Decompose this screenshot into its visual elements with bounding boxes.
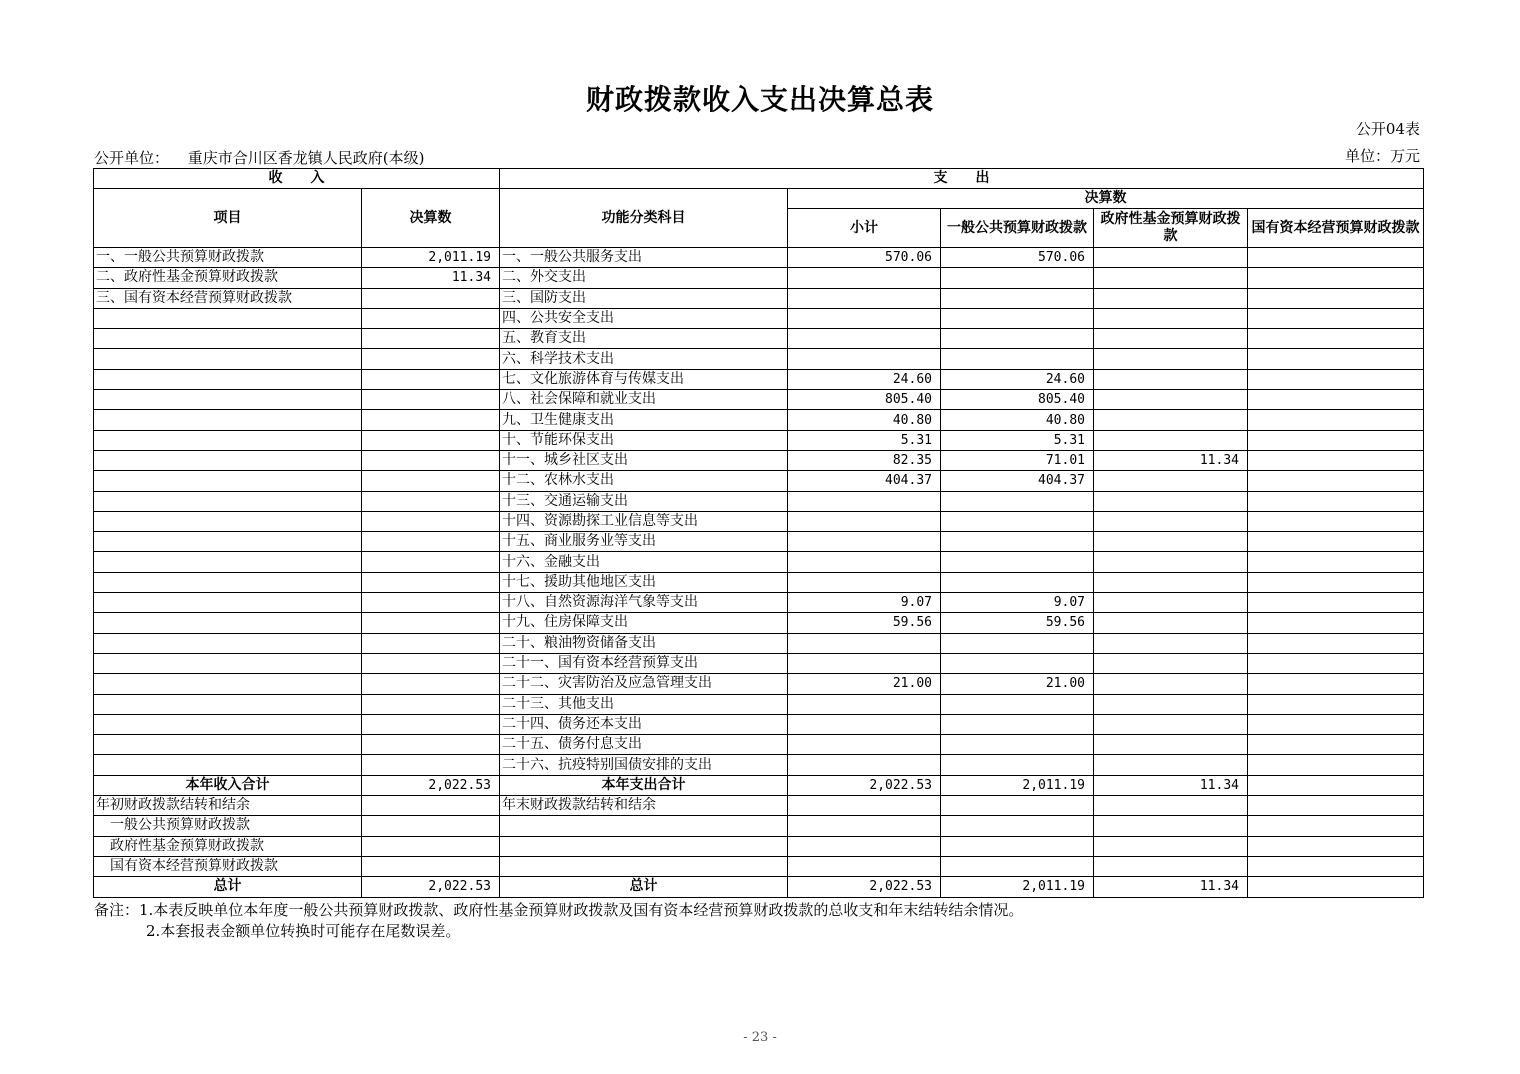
income-item-cell: [94, 329, 362, 349]
gov-fund-cell: [1094, 329, 1248, 349]
table-row: [94, 694, 1424, 714]
category-cell: 二十四、债务还本支出: [500, 714, 788, 734]
general-budget-cell: [941, 349, 1094, 369]
state-capital-cell: [1248, 653, 1424, 673]
item-header: 项目: [94, 189, 362, 248]
table-row: [94, 735, 1424, 755]
table-row: [94, 491, 1424, 511]
subtotal-cell: 21.00: [788, 674, 941, 694]
general-budget-cell: 570.06: [941, 248, 1094, 268]
category-cell: 一、一般公共服务支出: [500, 248, 788, 268]
income-item-cell: [94, 653, 362, 673]
income-item-cell: [94, 410, 362, 430]
expense-header: 支 出: [500, 169, 1424, 189]
income-amount-cell: [362, 532, 500, 552]
income-item-cell: [94, 308, 362, 328]
state-capital-cell: [1248, 369, 1424, 389]
gov-fund-cell: [1094, 511, 1248, 531]
table-row: [94, 329, 1424, 349]
income-amount-cell: [362, 694, 500, 714]
carry-income-item: 年初财政拨款结转和结余: [94, 796, 362, 816]
general-budget-cell: [941, 511, 1094, 531]
table-row: [94, 288, 1424, 308]
carry-category: [500, 816, 788, 836]
notes: [94, 900, 1023, 942]
income-amount-cell: [362, 593, 500, 613]
expense-total-capital: [1248, 775, 1424, 795]
table-row: [94, 308, 1424, 328]
func-category-header: 功能分类科目: [500, 189, 788, 248]
general-budget-cell: [941, 532, 1094, 552]
gov-fund-cell: [1094, 572, 1248, 592]
subtotal-cell: 59.56: [788, 613, 941, 633]
category-cell: 十五、商业服务业等支出: [500, 532, 788, 552]
subtotal-cell: [788, 532, 941, 552]
category-cell: 十四、资源勘探工业信息等支出: [500, 511, 788, 531]
grand-total-label-right: 总计: [500, 877, 788, 897]
category-cell: 十一、城乡社区支出: [500, 450, 788, 470]
subtotal-cell: [788, 755, 941, 775]
subtotal-cell: 40.80: [788, 410, 941, 430]
income-header: 收 入: [94, 169, 500, 189]
carry-over-rows: [94, 796, 1424, 877]
category-cell: 二十二、灾害防治及应急管理支出: [500, 674, 788, 694]
finance-table: [93, 168, 1424, 898]
carry-value-cell: [941, 856, 1094, 876]
income-amount-cell: [362, 674, 500, 694]
final-group-header: 决算数: [788, 189, 1424, 209]
category-cell: 九、卫生健康支出: [500, 410, 788, 430]
state-capital-cell: [1248, 390, 1424, 410]
income-item-cell: 三、国有资本经营预算财政拨款: [94, 288, 362, 308]
general-budget-cell: [941, 288, 1094, 308]
table-row: [94, 755, 1424, 775]
gov-fund-cell: [1094, 735, 1248, 755]
carry-row: [94, 816, 1424, 836]
general-budget-cell: [941, 572, 1094, 592]
carry-value-cell: [362, 836, 500, 856]
table-row: [94, 653, 1424, 673]
grand-total-fund: 11.34: [1094, 877, 1248, 897]
subtotal-cell: [788, 735, 941, 755]
state-capital-cell: [1248, 593, 1424, 613]
state-capital-cell: [1248, 674, 1424, 694]
gov-fund-cell: [1094, 532, 1248, 552]
grand-total-income: 2,022.53: [362, 877, 500, 897]
carry-value-cell: [788, 796, 941, 816]
carry-value-cell: [788, 816, 941, 836]
income-item-cell: [94, 511, 362, 531]
category-cell: 七、文化旅游体育与传媒支出: [500, 369, 788, 389]
income-amount-cell: [362, 430, 500, 450]
general-budget-cell: [941, 268, 1094, 288]
table-row: [94, 410, 1424, 430]
state-capital-cell: [1248, 410, 1424, 430]
table-row: [94, 248, 1424, 268]
table-row: [94, 613, 1424, 633]
income-amount-cell: [362, 714, 500, 734]
subtotal-cell: [788, 714, 941, 734]
subtotal-cell: 9.07: [788, 593, 941, 613]
gov-fund-cell: [1094, 755, 1248, 775]
expense-total-subtotal: 2,022.53: [788, 775, 941, 795]
gov-fund-cell: [1094, 593, 1248, 613]
subtotal-cell: [788, 491, 941, 511]
income-item-cell: [94, 450, 362, 470]
category-cell: 四、公共安全支出: [500, 308, 788, 328]
income-amount-cell: [362, 491, 500, 511]
subtotal-cell: [788, 268, 941, 288]
income-amount-cell: 11.34: [362, 268, 500, 288]
grand-total-capital: [1248, 877, 1424, 897]
income-total-label: 本年收入合计: [94, 775, 362, 795]
carry-value-cell: [1094, 816, 1248, 836]
table-row: [94, 633, 1424, 653]
general-budget-cell: 805.40: [941, 390, 1094, 410]
subtotal-cell: 5.31: [788, 430, 941, 450]
table-row: [94, 532, 1424, 552]
carry-row: [94, 836, 1424, 856]
carry-value-cell: [788, 856, 941, 876]
table-row: [94, 714, 1424, 734]
table-row: [94, 511, 1424, 531]
state-capital-cell: [1248, 714, 1424, 734]
income-amount-cell: [362, 308, 500, 328]
category-cell: 十六、金融支出: [500, 552, 788, 572]
table-row: [94, 268, 1424, 288]
state-capital-cell: [1248, 450, 1424, 470]
final-amount-header: 决算数: [362, 189, 500, 248]
income-item-cell: [94, 390, 362, 410]
table-row: [94, 552, 1424, 572]
carry-income-item: 政府性基金预算财政拨款: [94, 836, 362, 856]
gov-fund-cell: [1094, 369, 1248, 389]
carry-category: 年末财政拨款结转和结余: [500, 796, 788, 816]
note-2: 2.本套报表金额单位转换时可能存在尾数误差。: [146, 922, 461, 940]
general-budget-cell: [941, 694, 1094, 714]
page-number: - 23 -: [743, 1030, 777, 1045]
income-amount-cell: [362, 369, 500, 389]
state-capital-cell: [1248, 552, 1424, 572]
gov-fund-cell: [1094, 674, 1248, 694]
grand-total-subtotal: 2,022.53: [788, 877, 941, 897]
carry-value-cell: [1248, 796, 1424, 816]
gov-fund-cell: [1094, 268, 1248, 288]
grand-total-general: 2,011.19: [941, 877, 1094, 897]
carry-value-cell: [1248, 856, 1424, 876]
subtotal-cell: 570.06: [788, 248, 941, 268]
general-budget-cell: [941, 714, 1094, 734]
income-amount-cell: [362, 329, 500, 349]
subtotal-cell: [788, 552, 941, 572]
gov-fund-cell: [1094, 410, 1248, 430]
general-budget-cell: 40.80: [941, 410, 1094, 430]
state-capital-cell: [1248, 633, 1424, 653]
category-cell: 二、外交支出: [500, 268, 788, 288]
state-capital-cell: [1248, 430, 1424, 450]
category-cell: 六、科学技术支出: [500, 349, 788, 369]
state-capital-cell: [1248, 532, 1424, 552]
category-cell: 五、教育支出: [500, 329, 788, 349]
gov-fund-cell: [1094, 349, 1248, 369]
table-row: [94, 471, 1424, 491]
state-capital-cell: [1248, 268, 1424, 288]
carry-value-cell: [941, 796, 1094, 816]
income-amount-cell: [362, 349, 500, 369]
general-budget-cell: 71.01: [941, 450, 1094, 470]
general-budget-cell: [941, 755, 1094, 775]
subtotal-cell: [788, 288, 941, 308]
state-capital-cell: [1248, 308, 1424, 328]
gov-fund-cell: [1094, 552, 1248, 572]
income-item-cell: [94, 735, 362, 755]
income-amount-cell: 2,011.19: [362, 248, 500, 268]
subtotal-cell: [788, 694, 941, 714]
general-budget-cell: 404.37: [941, 471, 1094, 491]
state-capital-cell: [1248, 288, 1424, 308]
carry-value-cell: [1094, 856, 1248, 876]
general-budget-cell: [941, 491, 1094, 511]
gov-fund-cell: [1094, 653, 1248, 673]
org-line: [94, 147, 425, 168]
state-capital-cell: [1248, 694, 1424, 714]
general-budget-cell: 21.00: [941, 674, 1094, 694]
income-amount-cell: [362, 511, 500, 531]
expense-total-label: 本年支出合计: [500, 775, 788, 795]
income-item-cell: [94, 471, 362, 491]
income-amount-cell: [362, 390, 500, 410]
income-item-cell: [94, 430, 362, 450]
subtotal-cell: 805.40: [788, 390, 941, 410]
state-capital-cell: [1248, 349, 1424, 369]
general-budget-cell: 5.31: [941, 430, 1094, 450]
category-cell: 十三、交通运输支出: [500, 491, 788, 511]
general-budget-cell: [941, 552, 1094, 572]
expense-total-general: 2,011.19: [941, 775, 1094, 795]
income-amount-cell: [362, 755, 500, 775]
category-cell: 二十六、抗疫特别国债安排的支出: [500, 755, 788, 775]
gov-fund-cell: [1094, 714, 1248, 734]
table-row: [94, 430, 1424, 450]
gov-fund-cell: [1094, 430, 1248, 450]
income-amount-cell: [362, 288, 500, 308]
category-cell: 二十一、国有资本经营预算支出: [500, 653, 788, 673]
state-capital-cell: [1248, 735, 1424, 755]
subtotal-cell: 404.37: [788, 471, 941, 491]
income-item-cell: [94, 755, 362, 775]
general-budget-cell: 59.56: [941, 613, 1094, 633]
general-budget-cell: [941, 308, 1094, 328]
state-capital-cell: [1248, 613, 1424, 633]
income-item-cell: [94, 349, 362, 369]
subtotal-cell: [788, 329, 941, 349]
income-item-cell: [94, 532, 362, 552]
unit-label: 单位：万元: [1344, 147, 1420, 165]
income-item-cell: [94, 593, 362, 613]
subtotal-cell: [788, 511, 941, 531]
category-cell: 十八、自然资源海洋气象等支出: [500, 593, 788, 613]
category-cell: 二十三、其他支出: [500, 694, 788, 714]
income-amount-cell: [362, 572, 500, 592]
income-item-cell: 一、一般公共预算财政拨款: [94, 248, 362, 268]
carry-value-cell: [788, 836, 941, 856]
general-budget-cell: 24.60: [941, 369, 1094, 389]
gov-fund-cell: [1094, 471, 1248, 491]
org-label: 公开单位：: [94, 149, 170, 167]
carry-income-item: 一般公共预算财政拨款: [94, 816, 362, 836]
carry-income-item: 国有资本经营预算财政拨款: [94, 856, 362, 876]
table-row: [94, 390, 1424, 410]
carry-value-cell: [1248, 836, 1424, 856]
income-item-cell: [94, 633, 362, 653]
gov-fund-cell: [1094, 248, 1248, 268]
state-capital-header: 国有资本经营预算财政拨款: [1248, 209, 1424, 248]
table-row: [94, 593, 1424, 613]
income-item-cell: [94, 369, 362, 389]
carry-value-cell: [1094, 836, 1248, 856]
table-row: [94, 572, 1424, 592]
category-cell: 二十、粮油物资储备支出: [500, 633, 788, 653]
gov-fund-cell: [1094, 288, 1248, 308]
carry-value-cell: [1094, 796, 1248, 816]
general-budget-cell: [941, 329, 1094, 349]
income-item-cell: [94, 694, 362, 714]
category-cell: 二十五、债务付息支出: [500, 735, 788, 755]
carry-value-cell: [362, 816, 500, 836]
state-capital-cell: [1248, 471, 1424, 491]
note-1: 备注：1.本表反映单位本年度一般公共预算财政拨款、政府性基金预算财政拨款及国有资本经营预算财政拨款的总收支和年末结转结余情况。: [94, 901, 1024, 919]
gov-fund-cell: 11.34: [1094, 450, 1248, 470]
org-name: 重庆市合川区香龙镇人民政府(本级): [187, 149, 425, 167]
carry-category: [500, 856, 788, 876]
table-row: [94, 674, 1424, 694]
subtotal-cell: 24.60: [788, 369, 941, 389]
category-cell: 十、节能环保支出: [500, 430, 788, 450]
gov-fund-cell: [1094, 308, 1248, 328]
income-amount-cell: [362, 613, 500, 633]
income-amount-cell: [362, 552, 500, 572]
subtotal-cell: 82.35: [788, 450, 941, 470]
table-totals: [94, 775, 1424, 795]
table-body: [94, 248, 1424, 776]
annual-total-row: [94, 775, 1424, 795]
gov-fund-cell: [1094, 633, 1248, 653]
income-item-cell: [94, 674, 362, 694]
category-cell: 十二、农林水支出: [500, 471, 788, 491]
subtotal-cell: [788, 572, 941, 592]
income-item-cell: [94, 714, 362, 734]
income-amount-cell: [362, 633, 500, 653]
state-capital-cell: [1248, 329, 1424, 349]
gov-fund-cell: [1094, 491, 1248, 511]
state-capital-cell: [1248, 511, 1424, 531]
category-cell: 八、社会保障和就业支出: [500, 390, 788, 410]
income-amount-cell: [362, 735, 500, 755]
general-budget-cell: [941, 653, 1094, 673]
gov-fund-header: 政府性基金预算财政拨款: [1094, 209, 1248, 248]
income-amount-cell: [362, 410, 500, 430]
carry-value-cell: [941, 836, 1094, 856]
state-capital-cell: [1248, 572, 1424, 592]
general-budget-cell: 9.07: [941, 593, 1094, 613]
table-row: [94, 349, 1424, 369]
income-amount-cell: [362, 471, 500, 491]
subtotal-cell: [788, 308, 941, 328]
general-budget-header: 一般公共预算财政拨款: [941, 209, 1094, 248]
state-capital-cell: [1248, 248, 1424, 268]
income-item-cell: [94, 491, 362, 511]
gov-fund-cell: [1094, 390, 1248, 410]
subtotal-header: 小计: [788, 209, 941, 248]
income-amount-cell: [362, 653, 500, 673]
gov-fund-cell: [1094, 694, 1248, 714]
carry-category: [500, 836, 788, 856]
carry-value-cell: [362, 796, 500, 816]
income-item-cell: [94, 613, 362, 633]
income-item-cell: [94, 572, 362, 592]
income-item-cell: [94, 552, 362, 572]
grand-total-label-left: 总计: [94, 877, 362, 897]
table-row: [94, 450, 1424, 470]
subtotal-cell: [788, 633, 941, 653]
carry-value-cell: [362, 856, 500, 876]
carry-row: [94, 856, 1424, 876]
category-cell: 十九、住房保障支出: [500, 613, 788, 633]
grand-total-row: [94, 877, 1424, 897]
table-number: 公开04表: [1355, 120, 1420, 138]
table-row: [94, 369, 1424, 389]
carry-value-cell: [941, 816, 1094, 836]
carry-row: [94, 796, 1424, 816]
subtotal-cell: [788, 349, 941, 369]
state-capital-cell: [1248, 491, 1424, 511]
income-total-value: 2,022.53: [362, 775, 500, 795]
income-amount-cell: [362, 450, 500, 470]
general-budget-cell: [941, 735, 1094, 755]
category-cell: 十七、援助其他地区支出: [500, 572, 788, 592]
income-item-cell: 二、政府性基金预算财政拨款: [94, 268, 362, 288]
expense-total-fund: 11.34: [1094, 775, 1248, 795]
subtotal-cell: [788, 653, 941, 673]
general-budget-cell: [941, 633, 1094, 653]
gov-fund-cell: [1094, 613, 1248, 633]
page-title: 财政拨款收入支出决算总表: [585, 83, 934, 116]
category-cell: 三、国防支出: [500, 288, 788, 308]
carry-value-cell: [1248, 816, 1424, 836]
state-capital-cell: [1248, 755, 1424, 775]
